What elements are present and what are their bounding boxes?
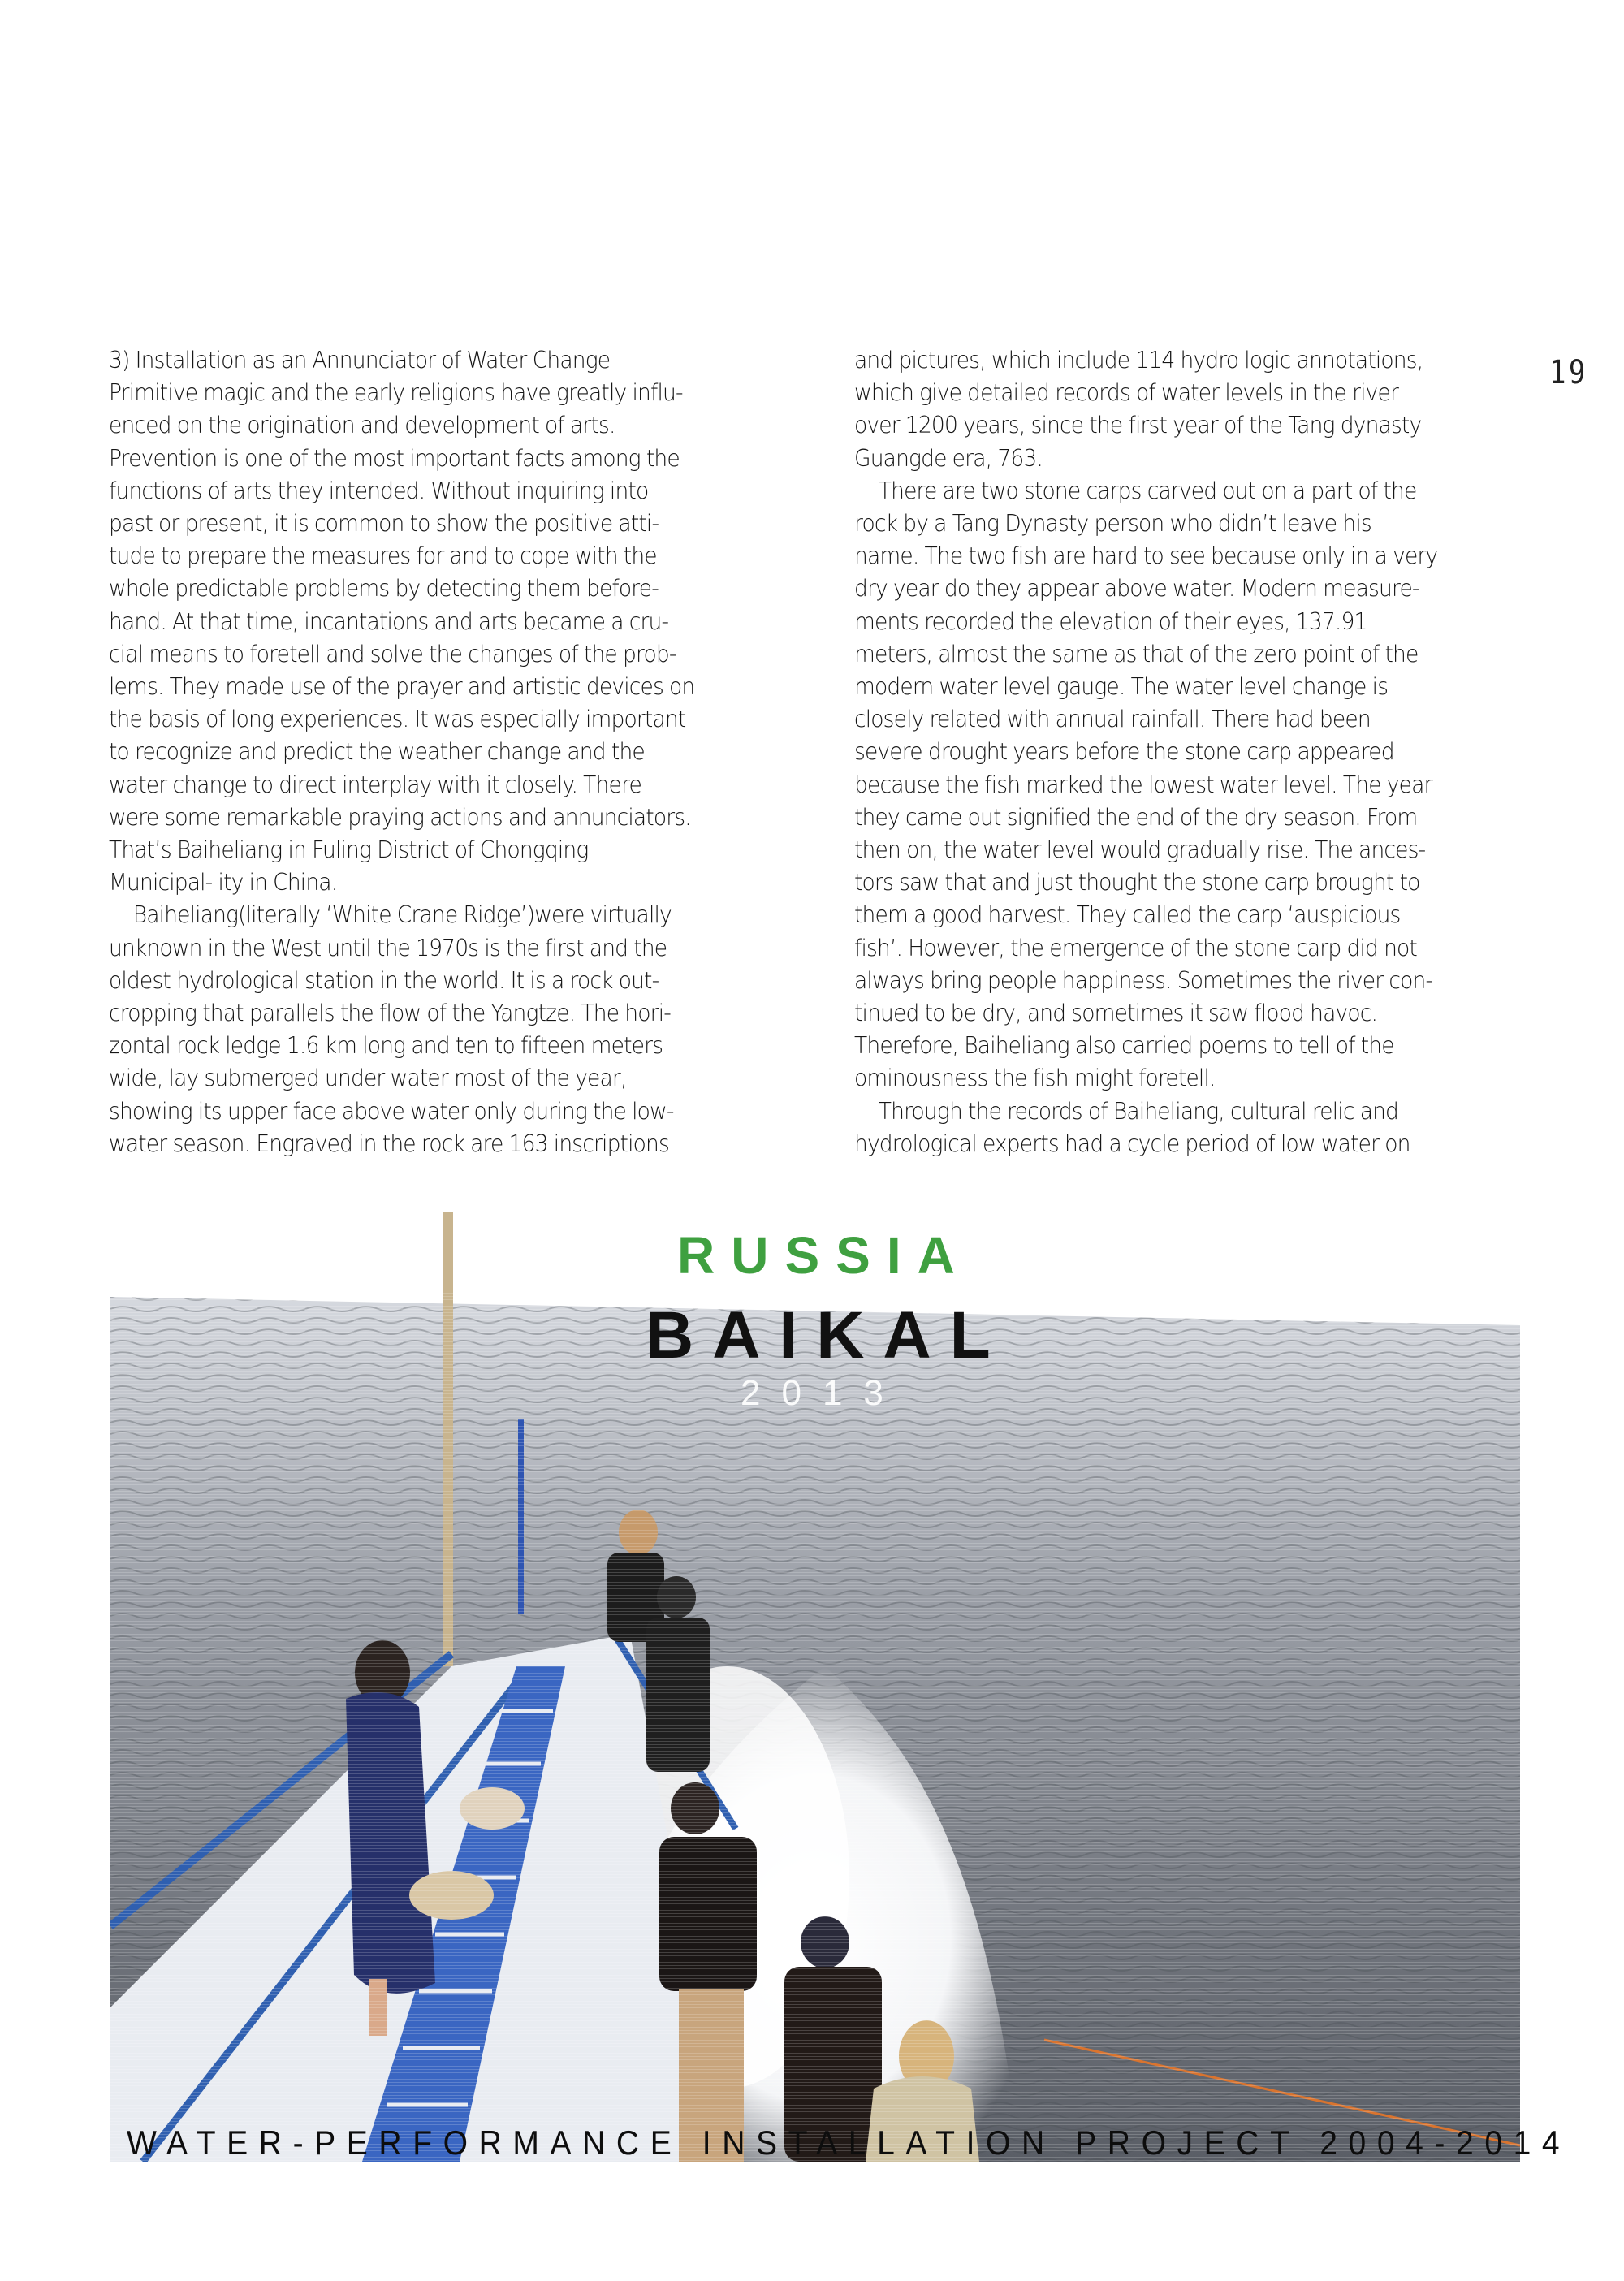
text-line: Municipal- ity in China. — [109, 869, 338, 896]
text-line: Primitive magic and the early religions have greatly influ- — [109, 379, 683, 407]
title-year: 2013 — [741, 1373, 905, 1413]
text-line: lems. They made use of the prayer and artistic devices on — [109, 673, 695, 701]
text-line: There are two stone carps carved out on a part of the — [878, 477, 1417, 504]
text-line: wide, lay submerged under water most of the year, — [109, 1065, 627, 1092]
text-line: dry year do they appear above water. Modern measure- — [854, 575, 1419, 603]
text-line: name. The two fish are hard to see because only in a very — [854, 542, 1438, 570]
text-line: That’s Baiheliang in Fuling District of Chongqing — [109, 836, 589, 864]
text-line: water season. Engraved in the rock are 163 inscriptions — [109, 1130, 669, 1157]
text-line: because the fish marked the lowest water level. The year — [854, 771, 1432, 798]
text-line: ominousness the fish might foretell. — [854, 1065, 1216, 1092]
text-line: to recognize and predict the weather change and the — [109, 738, 645, 766]
text-line: the basis of long experiences. It was especially important — [109, 706, 686, 733]
text-line: oldest hydrological station in the world. It is a rock out- — [109, 966, 659, 994]
text-line: zontal rock ledge 1.6 km long and ten to fifteen meters — [109, 1032, 663, 1060]
text-line: showing its upper face above water only during the low- — [109, 1097, 674, 1125]
text-line: functions of arts they intended. Without inquiring into — [109, 477, 649, 504]
text-line: ments recorded the elevation of their eyes, 137.91 — [854, 607, 1367, 635]
text-line: Through the records of Baiheliang, cultural relic and — [878, 1097, 1399, 1125]
text-line: Guangde era, 763. — [854, 444, 1043, 472]
title-country: RUSSIA — [677, 1226, 971, 1285]
text-line: meters, almost the same as that of the zero point of the — [854, 640, 1419, 667]
text-line: closely related with annual rainfall. There had been — [854, 706, 1371, 733]
text-line: and pictures, which include 114 hydro logic annotations, — [854, 347, 1423, 374]
text-line: tinued to be dry, and sometimes it saw flood havoc. — [854, 1000, 1378, 1027]
text-line: water change to direct interplay with it closely. There — [109, 771, 641, 798]
text-line: cropping that parallels the flow of the Yangtze. The hori- — [109, 1000, 671, 1027]
page-number: 19 — [1549, 354, 1588, 391]
title-place: BAIKAL — [646, 1298, 1009, 1372]
text-line: 3) Installation as an Annunciator of Water Change — [109, 347, 611, 374]
text-line: Prevention is one of the most important facts among the — [109, 444, 680, 472]
text-line: tude to prepare the measures for and to cope with the — [109, 542, 657, 570]
article-right-column — [854, 344, 1609, 1160]
text-line: severe drought years before the stone carp appeared — [854, 738, 1394, 766]
text-line: over 1200 years, since the first year of the Tang dynasty — [854, 412, 1422, 439]
text-line: fish’. However, the emergence of the stone carp did not — [854, 934, 1417, 961]
text-line: which give detailed records of water levels in the river — [854, 379, 1399, 407]
text-line: past or present, it is common to show the positive atti- — [109, 510, 659, 538]
text-line: tors saw that and just thought the stone carp brought to — [854, 869, 1420, 896]
text-line: modern water level gauge. The water level change is — [854, 673, 1389, 701]
text-line: whole predictable problems by detecting them before- — [109, 575, 659, 603]
text-line: always bring people happiness. Sometimes the river con- — [854, 966, 1433, 994]
project-banner: WATER-PERFORMANCE INSTALLATION PROJECT 2004-2014 — [127, 2123, 1571, 2162]
text-line: they came out signified the end of the dry season. From — [854, 803, 1418, 831]
text-line: hand. At that time, incantations and arts became a cru- — [109, 607, 669, 635]
text-line: them a good harvest. They called the carp ‘auspicious — [854, 901, 1401, 929]
text-line: cial means to foretell and solve the changes of the prob- — [109, 640, 676, 667]
text-line: Baiheliang(literally ‘White Crane Ridge’)were virtually — [132, 901, 672, 929]
text-line: Therefore, Baiheliang also carried poems to tell of the — [854, 1032, 1394, 1060]
text-line: hydrological experts had a cycle period of low water on — [854, 1130, 1410, 1157]
text-line: rock by a Tang Dynasty person who didn’t leave his — [854, 510, 1371, 538]
print-texture — [110, 1293, 1520, 2162]
article-left-column — [109, 344, 864, 1160]
text-line: enced on the origination and development of arts. — [109, 412, 615, 439]
text-line: were some remarkable praying actions and annunciators. — [109, 803, 691, 831]
text-line: unknown in the West until the 1970s is the first and the — [109, 934, 667, 961]
text-line: then on, the water level would gradually rise. The ances- — [854, 836, 1426, 864]
